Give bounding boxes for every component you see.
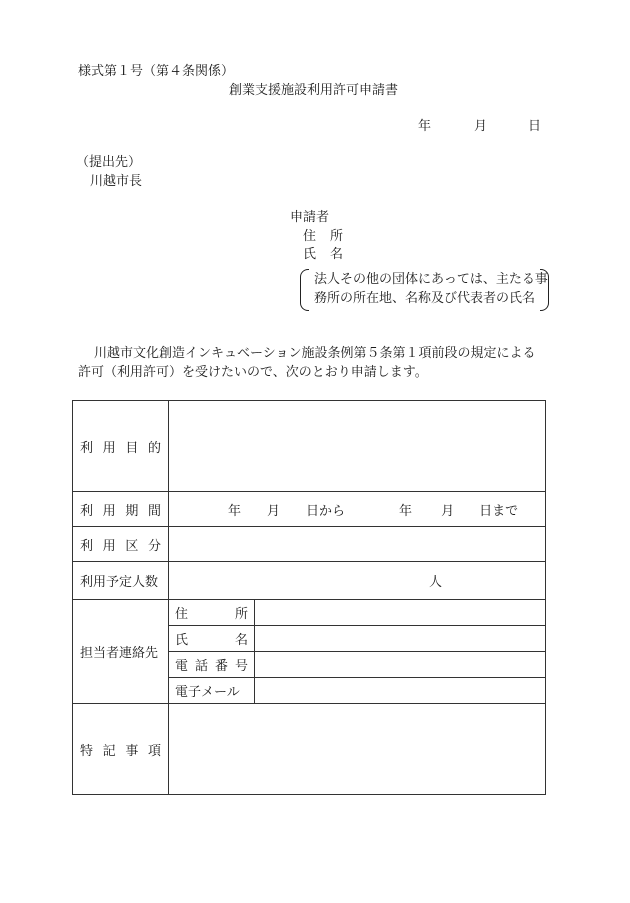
purpose-field[interactable] <box>169 401 546 492</box>
row-contact-address <box>73 600 546 626</box>
category-field[interactable] <box>169 527 546 562</box>
remarks-label: 特 記 事 項 <box>73 704 169 795</box>
planned-users-field[interactable] <box>169 562 546 600</box>
contact-label: 担当者連絡先 <box>73 600 169 704</box>
applicant-name-label: 氏 名 <box>303 247 343 262</box>
row-period <box>73 492 546 527</box>
date-year-label: 年 <box>418 119 432 134</box>
contact-address-label: 住 所 <box>169 600 255 626</box>
period-month2: 月 <box>441 503 455 519</box>
note-bracket-left <box>300 269 309 311</box>
people-unit: 人 <box>429 575 443 590</box>
form-number: 様式第１号（第４条関係） <box>78 64 235 79</box>
row-purpose <box>73 401 546 492</box>
contact-name-field[interactable] <box>255 626 546 652</box>
form-title: 創業支援施設利用許可申請書 <box>229 83 399 98</box>
row-remarks <box>73 704 546 795</box>
applicant-note-line1: 法人その他の団体にあっては、主たる事 <box>314 272 548 287</box>
category-label: 利 用 区 分 <box>73 527 169 562</box>
planned-users-label: 利用予定人数 <box>73 562 169 600</box>
period-month1: 月 <box>267 503 281 519</box>
row-category <box>73 527 546 562</box>
applicant-heading: 申請者 <box>290 210 330 225</box>
contact-email-label: 電子メール <box>169 678 255 704</box>
contact-email-field[interactable] <box>255 678 546 704</box>
row-planned-users <box>73 562 546 600</box>
period-day-to: 日まで <box>479 503 519 519</box>
application-table <box>72 400 546 795</box>
date-day-label: 日 <box>528 119 542 134</box>
recipient-name: 川越市長 <box>90 174 143 189</box>
contact-phone-label: 電 話 番 号 <box>169 652 255 678</box>
applicant-note-line2: 務所の所在地、名称及び代表者の氏名 <box>314 291 536 306</box>
contact-name-label: 氏 名 <box>169 626 255 652</box>
period-label: 利 用 期 間 <box>73 492 169 527</box>
applicant-address-label: 住 所 <box>303 229 343 244</box>
period-field[interactable] <box>169 492 546 527</box>
period-year1: 年 <box>228 503 242 519</box>
period-day-from: 日から <box>306 503 346 519</box>
contact-address-field[interactable] <box>255 600 546 626</box>
note-bracket-right <box>540 269 549 311</box>
purpose-label: 利 用 目 的 <box>73 401 169 492</box>
recipient-label: （提出先） <box>76 155 142 170</box>
statement-line2: 許可（利用許可）を受けたいので、次のとおり申請します。 <box>78 365 428 380</box>
contact-phone-field[interactable] <box>255 652 546 678</box>
date-month-label: 月 <box>474 119 488 134</box>
remarks-field[interactable] <box>169 704 546 795</box>
period-year2: 年 <box>399 503 413 519</box>
statement-line1: 川越市文化創造インキュベーション施設条例第５条第１項前段の規定による <box>94 346 536 361</box>
